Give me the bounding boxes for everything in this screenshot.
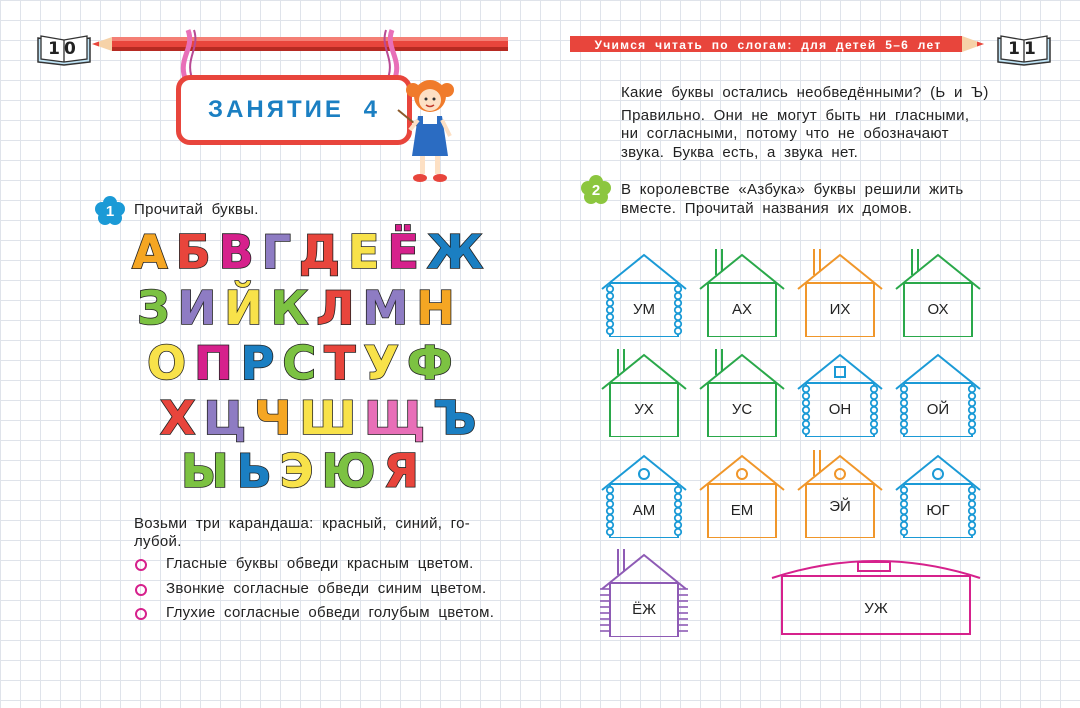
- task-2-badge: 2: [581, 175, 611, 205]
- girl-illustration-icon: [396, 70, 458, 188]
- question-line-2: Правильно. Они не могут быть ни гласными,: [621, 107, 970, 124]
- alphabet-letter: О: [147, 336, 187, 390]
- alphabet-letter: И: [177, 281, 217, 335]
- alphabet-letter: М: [362, 281, 409, 335]
- alphabet-letter: В: [218, 225, 254, 279]
- alphabet-letter: Л: [316, 281, 355, 335]
- house-circle-chimney: [794, 446, 886, 538]
- lesson-title: ЗАНЯТИЕ 4: [176, 75, 412, 145]
- alphabet-letter: Ч: [254, 391, 292, 445]
- bullet-icon: [135, 559, 147, 571]
- alphabet-letter: Ф: [406, 336, 453, 390]
- alphabet-letter: А: [132, 225, 168, 279]
- alphabet-letter: Ъ: [433, 391, 477, 445]
- question-line-1: Какие буквы остались необведёнными? (Ь и Ъ): [621, 84, 989, 101]
- task-1-instruction: Прочитай буквы.: [134, 201, 259, 218]
- bullet-vowels: Гласные буквы обведи красным цветом.: [166, 555, 474, 572]
- house-log-circle: [598, 446, 690, 538]
- bullet-icon: [135, 584, 147, 596]
- pencils-instruction-line-2: лубой.: [134, 533, 182, 550]
- alphabet-letter: Э: [279, 444, 314, 498]
- house-chimney: [696, 345, 788, 437]
- house-uzh: [770, 550, 982, 640]
- alphabet-letter: С: [282, 336, 317, 390]
- bullet-icon: [135, 608, 147, 620]
- house-label: ЮГ: [926, 502, 950, 519]
- alphabet-letter: К: [270, 281, 309, 335]
- alphabet-letter: Ц: [203, 391, 247, 445]
- alphabet-letter: Г: [261, 225, 292, 279]
- task-2-line-1: В королевстве «Азбука» буквы решили жить: [621, 181, 964, 198]
- page-number-left: 10: [36, 32, 92, 66]
- bullet-voiceless: Глухие согласные обведи голубым цветом.: [166, 604, 495, 621]
- house-label: ИХ: [829, 301, 851, 318]
- house-chimney: [598, 345, 690, 437]
- alphabet-letter: Р: [240, 336, 275, 390]
- house-chimney: [696, 245, 788, 337]
- alphabet-letter: Ш: [299, 391, 357, 445]
- question-line-3: ни согласными, потому что не обозначают: [621, 125, 949, 142]
- alphabet-letter: Ё: [387, 225, 419, 279]
- alphabet-letter: Б: [175, 225, 211, 279]
- house-chimney: [794, 245, 886, 337]
- house-label: ЕМ: [730, 502, 754, 519]
- alphabet-letter: Т: [324, 336, 356, 390]
- alphabet-row: [137, 282, 463, 334]
- alphabet-letter: Й: [224, 281, 263, 335]
- house-label: ЭЙ: [829, 498, 851, 515]
- alphabet-letter: Ь: [236, 444, 272, 498]
- house-label: ЁЖ: [632, 601, 656, 618]
- alphabet-letter: Я: [383, 444, 419, 498]
- page-number-right: 11: [996, 32, 1052, 66]
- alphabet-letter: Ы: [181, 444, 229, 498]
- house-label: УМ: [632, 301, 656, 318]
- alphabet-row: [160, 392, 484, 444]
- alphabet-letter: З: [137, 281, 170, 335]
- book-header: Учимся читать по слогам: для детей 5–6 лет: [594, 37, 942, 52]
- alphabet-letter: Е: [348, 225, 380, 279]
- house-label: ОХ: [927, 301, 949, 318]
- alphabet-letter: Щ: [364, 391, 426, 445]
- house-label: УХ: [634, 401, 654, 418]
- alphabet-letter: Д: [299, 225, 341, 279]
- pencils-instruction-line-1: Возьми три карандаша: красный, синий, го-: [134, 515, 471, 532]
- house-log: [892, 345, 984, 437]
- house-circle: [696, 446, 788, 538]
- house-log-window: [794, 345, 886, 437]
- house-fence: [598, 545, 690, 637]
- question-line-4: звука. Буква есть, а звука нет.: [621, 144, 859, 161]
- alphabet-row: [181, 445, 427, 497]
- house-label: УС: [731, 401, 753, 418]
- alphabet-letter: Ю: [321, 444, 376, 498]
- house-chimney: [892, 245, 984, 337]
- house-label-uzh: УЖ: [864, 600, 888, 617]
- alphabet-letter: Н: [416, 281, 455, 335]
- alphabet-row: [132, 226, 491, 278]
- house-log: [598, 245, 690, 337]
- house-label: ОН: [828, 401, 852, 418]
- house-label: АМ: [632, 502, 656, 519]
- alphabet-letter: У: [363, 336, 399, 390]
- bullet-voiced: Звонкие согласные обведи синим цветом.: [166, 580, 487, 597]
- alphabet-letter: Ж: [426, 225, 484, 279]
- task-2-line-2: вместе. Прочитай названия их домов.: [621, 200, 913, 217]
- task-1-badge: 1: [95, 196, 125, 226]
- alphabet-row: [147, 337, 461, 389]
- house-label: ОЙ: [926, 401, 950, 418]
- alphabet-letter: Х: [160, 391, 196, 445]
- alphabet-letter: П: [194, 336, 233, 390]
- house-label: АХ: [731, 301, 752, 318]
- house-log-circle: [892, 446, 984, 538]
